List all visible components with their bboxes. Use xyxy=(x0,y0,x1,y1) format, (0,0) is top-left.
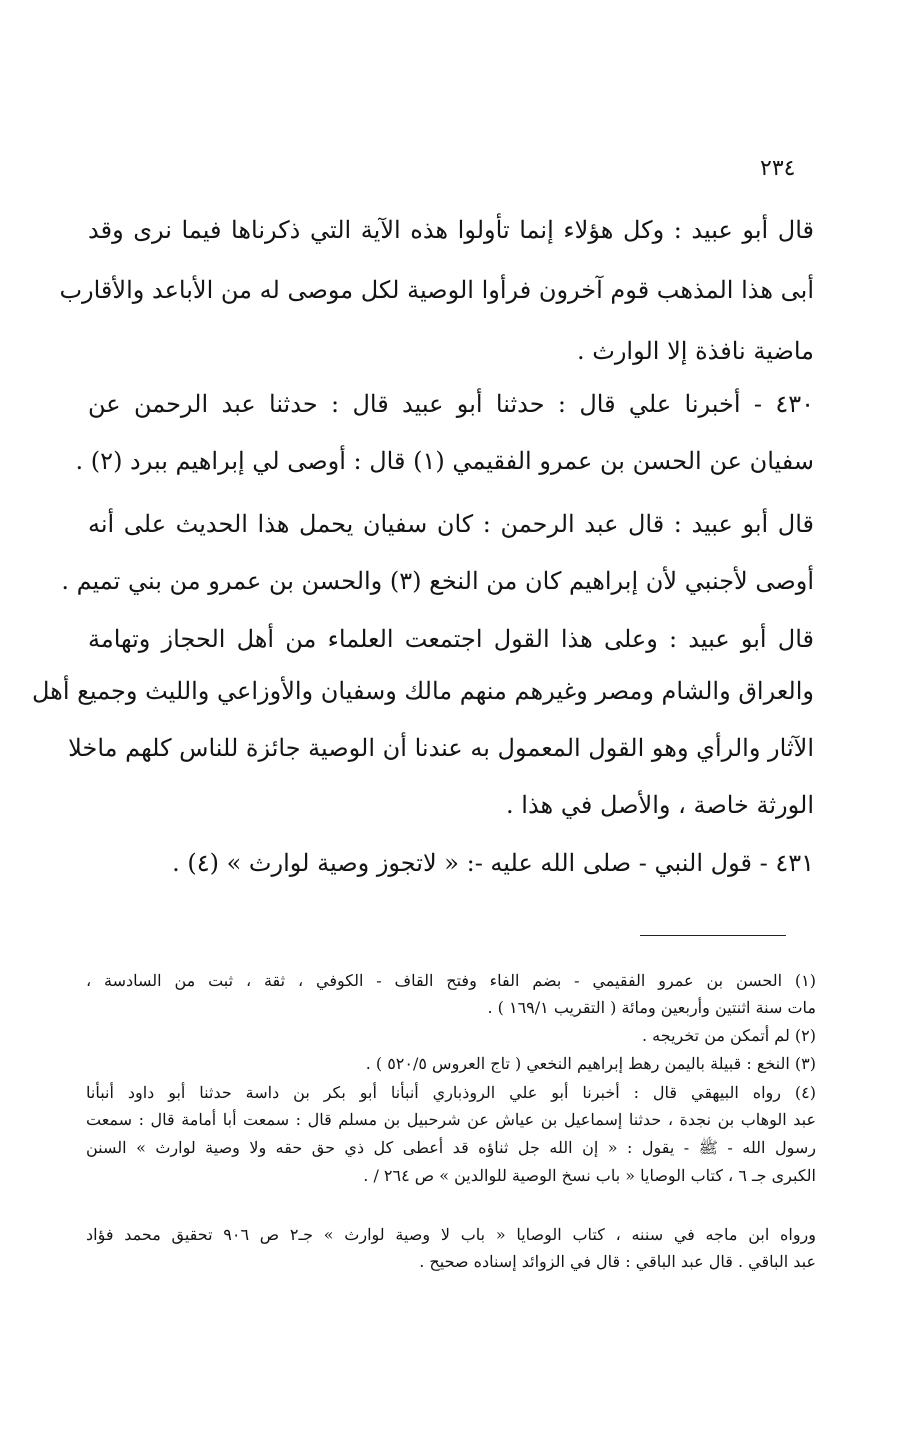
footnote-line: عبد الباقي . قال عبد الباقي : قال في الزوائد إسناده صحيح . xyxy=(419,1252,816,1271)
body-line: قال أبو عبيد : وعلى هذا القول اجتمعت العلماء من أهل الحجاز وتهامة xyxy=(88,625,814,653)
body-line: والعراق والشام ومصر وغيرهم منهم مالك وسفيان والأوزاعي والليث وجميع أهل xyxy=(32,677,814,705)
body-line: الورثة خاصة ، والأصل في هذا . xyxy=(506,791,814,819)
body-line: قال أبو عبيد : قال عبد الرحمن : كان سفيان يحمل هذا الحديث على أنه xyxy=(88,510,814,538)
page-number: ٢٣٤ xyxy=(760,156,796,181)
body-line: ماضية نافذة إلا الوارث . xyxy=(576,337,814,365)
footnote-line: مات سنة اثنتين وأربعين ومائة ( التقريب ١٦٩/١ ) . xyxy=(487,998,816,1017)
body-line: قال أبو عبيد : وكل هؤلاء إنما تأولوا هذه الآية التي ذكرناها فيما نرى وقد xyxy=(88,216,814,244)
footnote-line: ورواه ابن ماجه في سننه ، كتاب الوصايا « باب لا وصية لوارث » جـ٢ ص ٩٠٦ تحقيق محمد فؤاد xyxy=(86,1225,817,1244)
body-line-entry-430: ٤٣٠ - أخبرنا علي قال : حدثنا أبو عبيد قال : حدثنا عبد الرحمن عن xyxy=(88,390,815,418)
footnote-line: (١) الحسن بن عمرو الفقيمي - بضم الفاء وفتح القاف - الكوفي ، ثقة ، ثبت من السادسة ، xyxy=(86,971,816,990)
footnote-line: رسول الله - ﷺ - يقول : « إن الله جل ثناؤه قد أعطى كل ذي حق حقه ولا وصية لوارث » السنن xyxy=(86,1138,816,1157)
footnote-divider xyxy=(640,935,786,936)
footnote-line: (٣) النخع : قبيلة باليمن رهط إبراهيم النخعي ( تاج العروس ٥٢٠/٥ ) . xyxy=(365,1054,816,1073)
body-line: أوصى لأجنبي لأن إبراهيم كان من النخع (٣) والحسن بن عمرو من بني تميم . xyxy=(61,567,814,595)
body-line: أبى هذا المذهب قوم آخرون فرأوا الوصية لكل موصى له من الأباعد والأقارب xyxy=(59,276,814,304)
footnote-line: (٤) رواه البيهقي قال : أخبرنا أبو علي الروذباري أنبأنا أبو بكر بن داسة حدثنا أبو داود أنبأنا xyxy=(86,1083,816,1102)
footnote-line: عبد الوهاب بن نجدة ، حدثنا إسماعيل بن عياش عن شرحبيل بن مسلم قال : سمعت أبا أمامة قال : سمعت xyxy=(86,1110,816,1129)
footnote-line: الكبرى جـ ٦ ، كتاب الوصايا « باب نسخ الوصية للوالدين » ص ٢٦٤ / . xyxy=(363,1166,816,1185)
body-line: سفيان عن الحسن بن عمرو الفقيمي (١) قال : أوصى لي إبراهيم ببرد (٢) . xyxy=(75,447,814,475)
body-line: الآثار والرأي وهو القول المعمول به عندنا أن الوصية جائزة للناس كلهم ماخلا xyxy=(68,734,814,762)
footnote-line: (٢) لم أتمكن من تخريجه . xyxy=(641,1026,816,1045)
body-line-entry-431: ٤٣١ - قول النبي - صلى الله عليه -: « لاتجوز وصية لوارث » (٤) . xyxy=(172,849,814,877)
